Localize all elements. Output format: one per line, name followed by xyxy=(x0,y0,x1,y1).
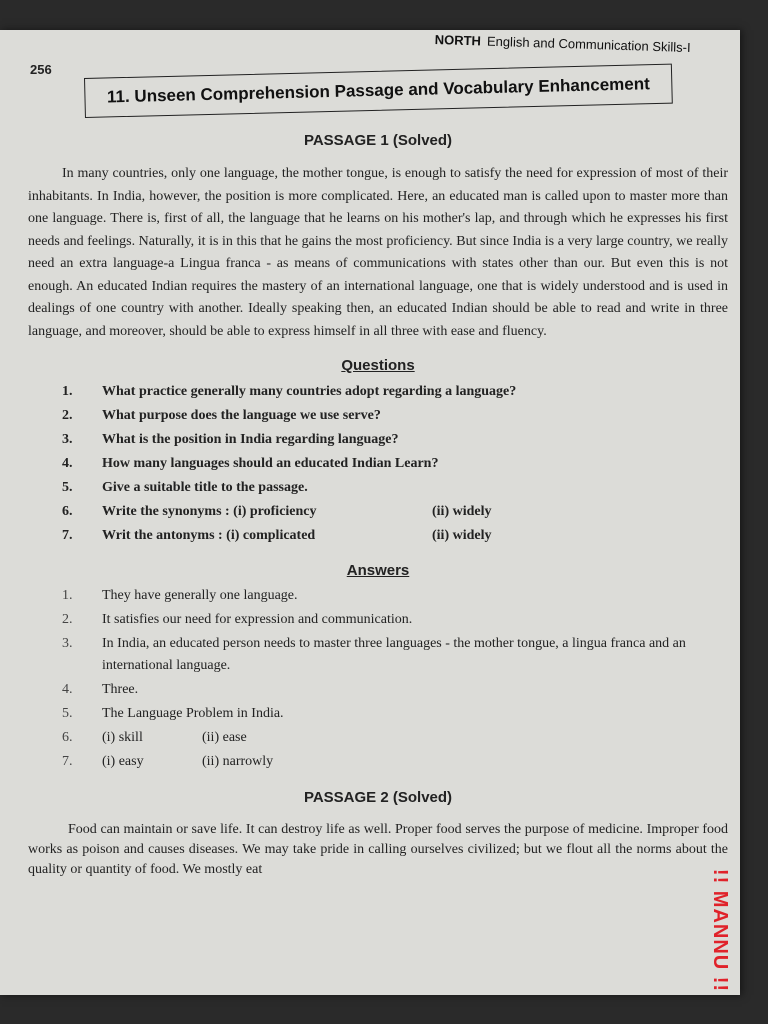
answers-heading: Answers xyxy=(346,562,410,579)
answer-number: 2. xyxy=(62,612,73,627)
answer-text-part2: (ii) narrowly xyxy=(202,754,274,769)
answer-number: 6. xyxy=(62,730,73,745)
question-item xyxy=(28,500,728,524)
running-header xyxy=(435,32,691,55)
question-text: What purpose does the language we use serve? xyxy=(102,408,381,423)
answer-text: They have generally one language. xyxy=(102,588,298,603)
question-item xyxy=(28,380,728,404)
question-number: 2. xyxy=(62,408,73,423)
question-text: How many languages should an educated Indian Learn? xyxy=(102,456,439,471)
question-text: Give a suitable title to the passage. xyxy=(102,480,308,495)
questions-heading: Questions xyxy=(341,357,415,374)
question-text-part2: (ii) widely xyxy=(432,528,492,543)
answer-text: (i) skill xyxy=(102,730,143,745)
question-text: Write the synonyms : (i) proficiency xyxy=(102,504,317,519)
question-number: 4. xyxy=(62,456,73,471)
passage2-heading: PASSAGE 2 (Solved) xyxy=(303,789,453,806)
page-number: 256 xyxy=(30,62,52,77)
book-title: English and Communication Skills-I xyxy=(486,33,691,56)
question-item xyxy=(28,476,728,500)
chapter-title: 11. Unseen Comprehension Passage and Vocabulary Enhancement xyxy=(84,64,673,118)
answer-number: 4. xyxy=(62,682,73,697)
question-item xyxy=(28,524,728,548)
question-number: 3. xyxy=(62,432,73,447)
question-text: What is the position in India regarding language? xyxy=(102,432,399,447)
answer-item xyxy=(28,751,728,773)
answer-text: It satisfies our need for expression and communication. xyxy=(102,612,413,627)
question-number: 5. xyxy=(62,480,73,495)
answer-text: In India, an educated person needs to master three languages - the mother tongue, a lingua franca and an international language. xyxy=(102,636,686,673)
passage1-text: In many countries, only one language, the mother tongue, is enough to satisfy the need for expression of most of their inhabitants. In India, however, the position is more complicated. Here, an educated man is called upon to master more than one language. There is, first of all, the language that he learns on his mother's lap, and through which he expresses his first needs and feelings. Naturally, it is in this that he gains the most proficiency. But since India is a very large country, we really need an extra language-a Lingua franca - as means of communications with states other than our. But even this is not enough. An educated Indian requires the mastery of an international language, one that is widely understood and is used in dealings of one country with another. Ideally speaking then, an educated Indian should be able to read and write in three language, and moreover, should be able to express himself in all three with ease and fluency. xyxy=(28,166,728,339)
answer-number: 1. xyxy=(62,588,73,603)
answer-number: 3. xyxy=(62,636,73,651)
answer-text: Three. xyxy=(102,682,139,697)
question-item xyxy=(28,452,728,476)
question-number: 7. xyxy=(62,528,73,543)
passage2-text: Food can maintain or save life. It can destroy life as well. Proper food serves the purpose of medicine. Improper food works as poison and causes diseases. We may take pride in calling ourselves civilized; but we flout all the norms about the quality or quantity of food. We mostly eat xyxy=(28,822,728,877)
answer-item xyxy=(28,633,728,677)
answer-item xyxy=(28,727,728,749)
question-text: What practice generally many countries adopt regarding a language? xyxy=(102,384,517,399)
question-number: 6. xyxy=(62,504,73,519)
answer-number: 7. xyxy=(62,754,73,769)
question-number: 1. xyxy=(62,384,73,399)
answer-text: The Language Problem in India. xyxy=(102,706,284,721)
question-text-part2: (ii) widely xyxy=(432,504,492,519)
answer-item xyxy=(28,585,728,607)
answers-list xyxy=(28,585,728,773)
watermark xyxy=(700,860,740,995)
series-name: NORTH xyxy=(434,32,482,49)
answer-text-part2: (ii) ease xyxy=(202,730,247,745)
answer-text: (i) easy xyxy=(102,754,144,769)
passage1-heading: PASSAGE 1 (Solved) xyxy=(303,132,453,149)
question-item xyxy=(28,428,728,452)
question-item xyxy=(28,404,728,428)
book-page xyxy=(0,30,740,995)
answer-item xyxy=(28,703,728,725)
answer-number: 5. xyxy=(62,706,73,721)
page-content xyxy=(28,132,728,880)
answer-item xyxy=(28,609,728,631)
question-text: Writ the antonyms : (i) complicated xyxy=(102,528,316,543)
answer-item xyxy=(28,679,728,701)
watermark-text: !! MANNU !! xyxy=(709,868,732,992)
questions-list xyxy=(28,380,728,548)
